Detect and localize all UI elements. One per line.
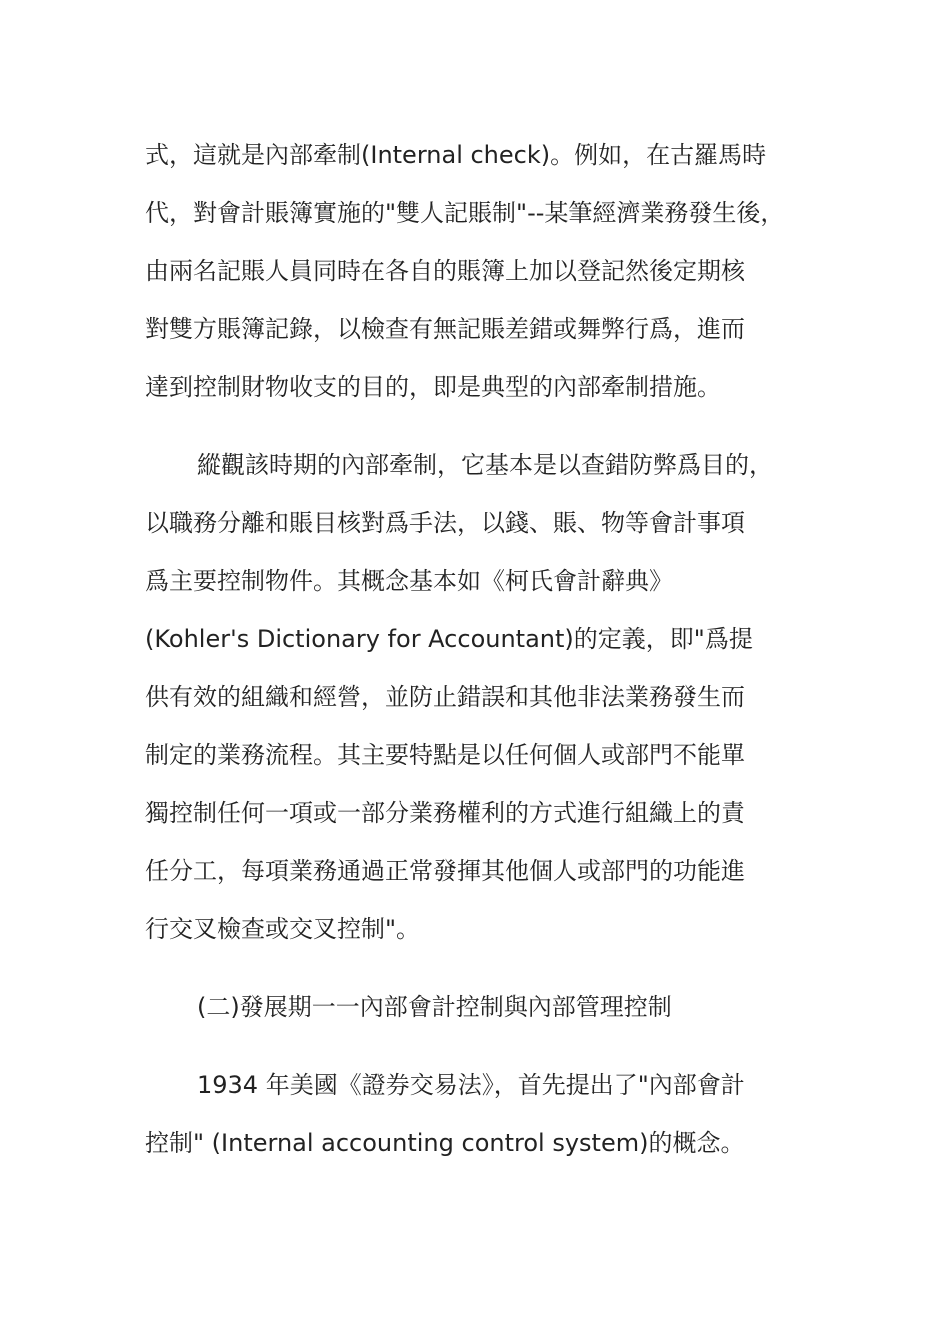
text-line: 達到控制財物收支的目的，即是典型的內部牽制措施。 bbox=[145, 373, 721, 401]
text-line: 供有效的組織和經營，並防止錯誤和其他非法業務發生而 bbox=[145, 683, 745, 711]
document-page bbox=[145, 126, 845, 1172]
text-line: 對雙方賬簿記錄，以檢查有無記賬差錯或舞弊行爲，進而 bbox=[145, 315, 745, 343]
text-line: 式，這就是內部牽制(Internal check)。例如，在古羅馬時 bbox=[145, 141, 767, 169]
paragraph-spacer bbox=[145, 958, 845, 978]
text-line: 由兩名記賬人員同時在各自的賬簿上加以登記然後定期核 bbox=[145, 257, 745, 285]
text-line: 任分工，每項業務通過正常發揮其他個人或部門的功能進 bbox=[145, 857, 745, 885]
section-heading bbox=[145, 978, 845, 1036]
text-line: 以職務分離和賬目核對爲手法，以錢、賬、物等會計事項 bbox=[145, 509, 745, 537]
text-line: 縱觀該時期的內部牽制，它基本是以查錯防弊爲目的， bbox=[197, 451, 773, 479]
text-line: 行交叉檢查或交叉控制"。 bbox=[145, 915, 421, 943]
text-line: 爲主要控制物件。其概念基本如《柯氏會計辭典》 bbox=[145, 567, 673, 595]
text-line: 代，對會計賬簿實施的"雙人記賬制"--某筆經濟業務發生後， bbox=[145, 199, 785, 227]
text-line: 獨控制任何一項或一部分業務權利的方式進行組織上的責 bbox=[145, 799, 745, 827]
text-line: 1934 年美國《證券交易法》，首先提出了"內部會計 bbox=[197, 1071, 745, 1099]
section-heading-text: (二)發展期一一內部會計控制與內部管理控制 bbox=[197, 993, 672, 1021]
paragraph-spacer bbox=[145, 1036, 845, 1056]
paragraph-1934 bbox=[145, 1056, 845, 1172]
paragraph-spacer bbox=[145, 416, 845, 436]
paragraph-overview bbox=[145, 436, 845, 958]
paragraph-internal-check bbox=[145, 126, 845, 416]
text-line: 制定的業務流程。其主要特點是以任何個人或部門不能單 bbox=[145, 741, 745, 769]
text-line: 控制" (Internal accounting control system)的概念。 bbox=[145, 1129, 745, 1157]
text-line: (Kohler's Dictionary for Accountant)的定義，即"爲提 bbox=[145, 625, 753, 653]
